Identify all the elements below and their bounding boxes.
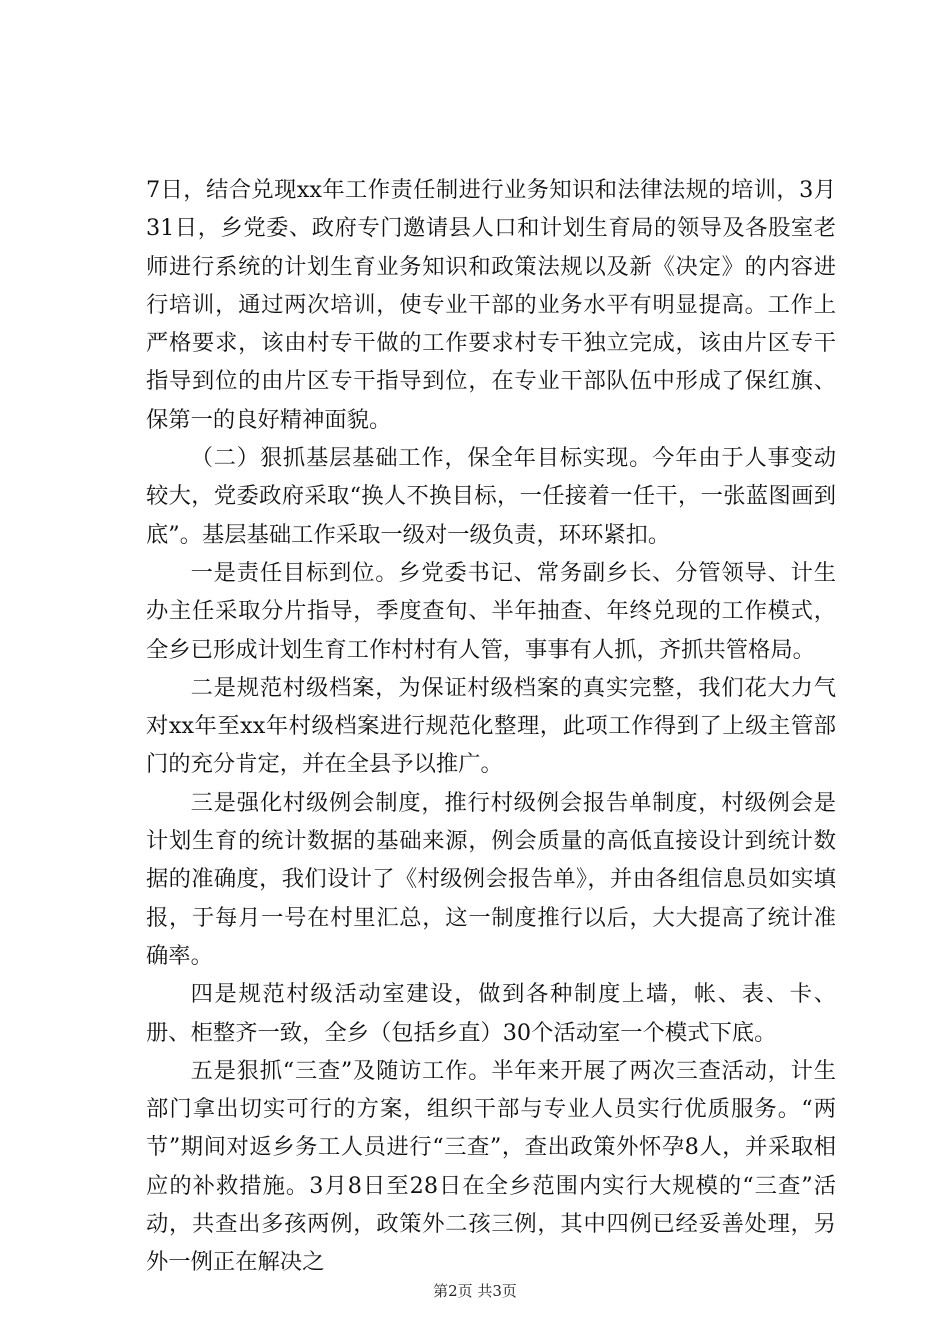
paragraph-grassroots-work: （二）狠抓基层基础工作，保全年目标实现。今年由于人事变动较大，党委政府采取“换人不换目标，一任接着一任干，一张蓝图画到底”。基层基础工作采取一级对一级负责，环环紧扣。 <box>146 445 836 548</box>
paragraph-activity-rooms: 四是规范村级活动室建设，做到各种制度上墙，帐、表、卡、册、柜整齐一致，全乡（包括乡直）30个活动室一个模式下底。 <box>146 981 836 1046</box>
paragraph-village-meetings: 三是强化村级例会制度，推行村级例会报告单制度，村级例会是计划生育的统计数据的基础来源，例会质量的高低直接设计到统计数据的准确度，我们设计了《村级例会报告单》，并由各组信息员如实填报，于每月一号在村里汇总，这一制度推行以后，大大提高了统计准确率。 <box>146 789 836 969</box>
page-number-label: 第2页 共3页 <box>433 1282 517 1300</box>
paragraph-responsibility-targets: 一是责任目标到位。乡党委书记、常务副乡长、分管领导、计生办主任采取分片指导，季度查旬、半年抽查、年终兑现的工作模式，全乡已形成计划生育工作村村有人管，事事有人抓，齐抓共管格局。 <box>146 559 836 663</box>
page-footer <box>0 1281 950 1301</box>
document-body <box>146 171 836 1282</box>
paragraph-three-checks: 五是狠抓“三查”及随访工作。半年来开展了两次三查活动，计生部门拿出切实可行的方案，组织干部与专业人员实行优质服务。“两节”期间对返乡务工人员进行“三查”，查出政策外怀孕8人，并采取相应的补救措施。3月8日至28日在全乡范围内实行大规模的“三查”活动，共查出多孩两例，政策外二孩三例，其中四例已经妥善处理，另外一例正在解决之 <box>146 1057 836 1276</box>
paragraph-training: 7日，结合兑现xx年工作责任制进行业务知识和法律法规的培训，3月31日，乡党委、政府专门邀请县人口和计划生育局的领导及各股室老师进行系统的计划生育业务知识和政策法规以及新《决定》的内容进行培训，通过两次培训，使专业干部的业务水平有明显提高。工作上严格要求，该由村专干做的工作要求村专干独立完成，该由片区专干指导到位的由片区专干指导到位，在专业干部队伍中形成了保红旗、保第一的良好精神面貌。 <box>146 177 836 433</box>
paragraph-village-archives: 二是规范村级档案，为保证村级档案的真实完整，我们花大力气对xx年至xx年村级档案进行规范化整理，此项工作得到了上级主管部门的充分肯定，并在全县予以推广。 <box>146 674 836 778</box>
